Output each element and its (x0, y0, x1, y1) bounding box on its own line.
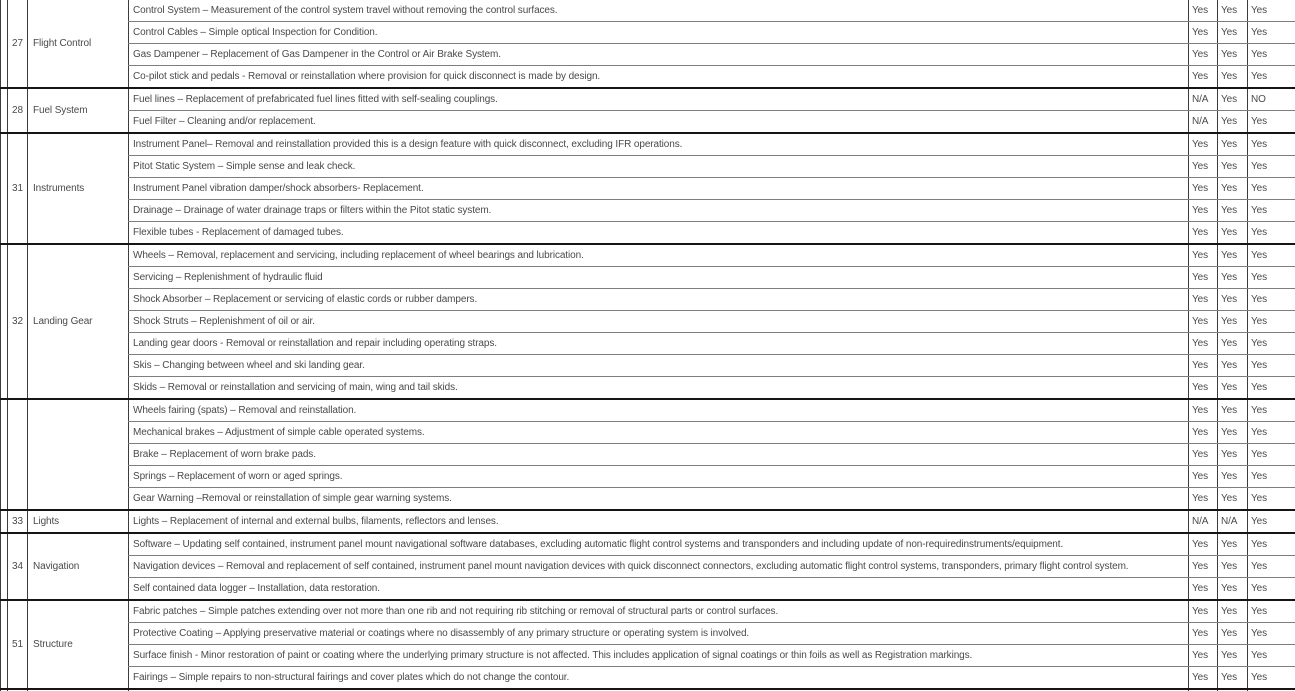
approval-cell-3: Yes (1248, 289, 1295, 311)
approval-cell-3: Yes (1248, 578, 1295, 601)
approval-cell-3: Yes (1248, 623, 1295, 645)
row-spacer-cell (1, 399, 8, 510)
task-description-cell: Control Cables – Simple optical Inspection for Condition. (129, 22, 1189, 44)
task-description-cell: Fairings – Simple repairs to non-structural fairings and cover plates which do not change the contour. (129, 667, 1189, 690)
approval-cell-1: Yes (1189, 133, 1218, 156)
approval-cell-2: N/A (1218, 510, 1248, 533)
approval-cell-2: Yes (1218, 600, 1248, 623)
approval-cell-2: Yes (1218, 222, 1248, 245)
approval-cell-1: Yes (1189, 488, 1218, 511)
task-description-cell: Navigation devices – Removal and replacement of self contained, instrument panel mount navigation devices with quick disconnect connectors, excluding automatic flight control systems, transponders, primary flight control system. (129, 556, 1189, 578)
approval-cell-2: Yes (1218, 488, 1248, 511)
approval-cell-2: Yes (1218, 133, 1248, 156)
table-row (1, 355, 1295, 377)
table-row (1, 377, 1295, 400)
maintenance-table-body (1, 0, 1295, 691)
approval-cell-2: Yes (1218, 178, 1248, 200)
table-row (1, 133, 1295, 156)
approval-cell-1: Yes (1189, 399, 1218, 422)
approval-cell-3: Yes (1248, 510, 1295, 533)
approval-cell-2: Yes (1218, 422, 1248, 444)
table-row (1, 311, 1295, 333)
table-row (1, 333, 1295, 355)
task-description-cell: Instrument Panel vibration damper/shock absorbers- Replacement. (129, 178, 1189, 200)
approval-cell-2: Yes (1218, 22, 1248, 44)
approval-cell-2: Yes (1218, 244, 1248, 267)
task-description-cell: Mechanical brakes – Adjustment of simple cable operated systems. (129, 422, 1189, 444)
table-row (1, 533, 1295, 556)
task-description-cell: Pitot Static System – Simple sense and leak check. (129, 156, 1189, 178)
approval-cell-1: Yes (1189, 444, 1218, 466)
approval-cell-2: Yes (1218, 377, 1248, 400)
chapter-number-cell: 27 (8, 0, 28, 88)
row-spacer-cell (1, 0, 8, 88)
approval-cell-1: Yes (1189, 311, 1218, 333)
row-spacer-cell (1, 533, 8, 600)
approval-cell-3: Yes (1248, 466, 1295, 488)
approval-cell-1: Yes (1189, 422, 1218, 444)
approval-cell-3: Yes (1248, 0, 1295, 22)
approval-cell-2: Yes (1218, 111, 1248, 134)
approval-cell-2: Yes (1218, 0, 1248, 22)
approval-cell-1: Yes (1189, 289, 1218, 311)
row-spacer-cell (1, 510, 8, 533)
approval-cell-2: Yes (1218, 466, 1248, 488)
approval-cell-3: Yes (1248, 444, 1295, 466)
table-row (1, 399, 1295, 422)
task-description-cell: Drainage – Drainage of water drainage traps or filters within the Pitot static system. (129, 200, 1189, 222)
table-row (1, 466, 1295, 488)
approval-cell-3: Yes (1248, 66, 1295, 89)
approval-cell-3: Yes (1248, 22, 1295, 44)
approval-cell-1: Yes (1189, 178, 1218, 200)
task-description-cell: Control System – Measurement of the control system travel without removing the control surfaces. (129, 0, 1189, 22)
table-row (1, 0, 1295, 22)
approval-cell-3: Yes (1248, 600, 1295, 623)
approval-cell-2: Yes (1218, 444, 1248, 466)
approval-cell-3: Yes (1248, 422, 1295, 444)
task-description-cell: Flexible tubes - Replacement of damaged tubes. (129, 222, 1189, 245)
task-description-cell: Servicing – Replenishment of hydraulic fluid (129, 267, 1189, 289)
row-spacer-cell (1, 600, 8, 689)
table-row (1, 645, 1295, 667)
approval-cell-2: Yes (1218, 645, 1248, 667)
approval-cell-3: Yes (1248, 200, 1295, 222)
approval-cell-3: Yes (1248, 399, 1295, 422)
approval-cell-1: Yes (1189, 556, 1218, 578)
table-row (1, 156, 1295, 178)
approval-cell-1: Yes (1189, 645, 1218, 667)
table-row (1, 222, 1295, 245)
approval-cell-1: Yes (1189, 623, 1218, 645)
table-row (1, 667, 1295, 690)
approval-cell-3: Yes (1248, 488, 1295, 511)
row-spacer-cell (1, 133, 8, 244)
approval-cell-3: Yes (1248, 667, 1295, 690)
approval-cell-1: Yes (1189, 578, 1218, 601)
task-description-cell: Protective Coating – Applying preservative material or coatings where no disassembly of any primary structure or operating system is involved. (129, 623, 1189, 645)
approval-cell-2: Yes (1218, 333, 1248, 355)
approval-cell-1: N/A (1189, 111, 1218, 134)
task-description-cell: Surface finish - Minor restoration of paint or coating where the underlying primary structure is not affected. This includes application of signal coatings or thin foils as well as Registration markings. (129, 645, 1189, 667)
task-description-cell: Gear Warning –Removal or reinstallation of simple gear warning systems. (129, 488, 1189, 511)
approval-cell-1: Yes (1189, 667, 1218, 690)
category-cell: Flight Control (28, 0, 129, 88)
task-description-cell: Fabric patches – Simple patches extending over not more than one rib and not requiring rib stitching or removal of structural parts or control surfaces. (129, 600, 1189, 623)
approval-cell-3: Yes (1248, 178, 1295, 200)
approval-cell-3: Yes (1248, 556, 1295, 578)
table-row (1, 111, 1295, 134)
table-row (1, 267, 1295, 289)
approval-cell-1: N/A (1189, 88, 1218, 111)
task-description-cell: Skids – Removal or reinstallation and servicing of main, wing and tail skids. (129, 377, 1189, 400)
table-row (1, 66, 1295, 89)
table-row (1, 600, 1295, 623)
table-row (1, 556, 1295, 578)
approval-cell-1: Yes (1189, 222, 1218, 245)
approval-cell-3: Yes (1248, 377, 1295, 400)
approval-cell-2: Yes (1218, 667, 1248, 690)
approval-cell-2: Yes (1218, 156, 1248, 178)
approval-cell-1: Yes (1189, 600, 1218, 623)
task-description-cell: Shock Absorber – Replacement or servicing of elastic cords or rubber dampers. (129, 289, 1189, 311)
task-description-cell: Instrument Panel– Removal and reinstallation provided this is a design feature with quick disconnect, excluding IFR operations. (129, 133, 1189, 156)
approval-cell-3: Yes (1248, 44, 1295, 66)
approval-cell-2: Yes (1218, 399, 1248, 422)
approval-cell-2: Yes (1218, 355, 1248, 377)
approval-cell-3: Yes (1248, 311, 1295, 333)
approval-cell-1: Yes (1189, 377, 1218, 400)
approval-cell-2: Yes (1218, 44, 1248, 66)
table-row (1, 200, 1295, 222)
approval-cell-2: Yes (1218, 267, 1248, 289)
task-description-cell: Landing gear doors - Removal or reinstallation and repair including operating straps. (129, 333, 1189, 355)
chapter-number-cell: 31 (8, 133, 28, 244)
approval-cell-1: Yes (1189, 355, 1218, 377)
category-cell: Fuel System (28, 88, 129, 133)
table-row (1, 244, 1295, 267)
approval-cell-2: Yes (1218, 556, 1248, 578)
approval-cell-3: Yes (1248, 222, 1295, 245)
chapter-number-cell: 33 (8, 510, 28, 533)
table-row (1, 422, 1295, 444)
approval-cell-3: NO (1248, 88, 1295, 111)
task-description-cell: Fuel Filter – Cleaning and/or replacement. (129, 111, 1189, 134)
approval-cell-2: Yes (1218, 88, 1248, 111)
row-spacer-cell (1, 88, 8, 133)
approval-cell-1: Yes (1189, 533, 1218, 556)
category-cell: Instruments (28, 133, 129, 244)
task-description-cell: Brake – Replacement of worn brake pads. (129, 444, 1189, 466)
approval-cell-3: Yes (1248, 156, 1295, 178)
approval-cell-1: Yes (1189, 267, 1218, 289)
task-description-cell: Self contained data logger – Installation, data restoration. (129, 578, 1189, 601)
task-description-cell: Wheels fairing (spats) – Removal and reinstallation. (129, 399, 1189, 422)
approval-cell-1: Yes (1189, 66, 1218, 89)
chapter-number-cell: 51 (8, 600, 28, 689)
approval-cell-1: Yes (1189, 22, 1218, 44)
approval-cell-1: Yes (1189, 44, 1218, 66)
approval-cell-3: Yes (1248, 133, 1295, 156)
category-cell (28, 399, 129, 510)
task-description-cell: Fuel lines – Replacement of prefabricated fuel lines fitted with self-sealing couplings. (129, 88, 1189, 111)
table-row (1, 289, 1295, 311)
table-row (1, 578, 1295, 601)
approval-cell-3: Yes (1248, 111, 1295, 134)
task-description-cell: Shock Struts – Replenishment of oil or air. (129, 311, 1189, 333)
table-row (1, 444, 1295, 466)
table-row (1, 623, 1295, 645)
approval-cell-2: Yes (1218, 66, 1248, 89)
table-row (1, 488, 1295, 511)
approval-cell-1: Yes (1189, 156, 1218, 178)
approval-cell-3: Yes (1248, 355, 1295, 377)
approval-cell-1: Yes (1189, 244, 1218, 267)
approval-cell-2: Yes (1218, 311, 1248, 333)
approval-cell-1: Yes (1189, 200, 1218, 222)
task-description-cell: Co-pilot stick and pedals - Removal or reinstallation where provision for quick disconnect is made by design. (129, 66, 1189, 89)
approval-cell-2: Yes (1218, 623, 1248, 645)
table-row (1, 22, 1295, 44)
chapter-number-cell: 28 (8, 88, 28, 133)
approval-cell-1: N/A (1189, 510, 1218, 533)
approval-cell-2: Yes (1218, 533, 1248, 556)
task-description-cell: Lights – Replacement of internal and external bulbs, filaments, reflectors and lenses. (129, 510, 1189, 533)
approval-cell-2: Yes (1218, 289, 1248, 311)
task-description-cell: Gas Dampener – Replacement of Gas Dampener in the Control or Air Brake System. (129, 44, 1189, 66)
approval-cell-3: Yes (1248, 333, 1295, 355)
category-cell: Structure (28, 600, 129, 689)
approval-cell-3: Yes (1248, 244, 1295, 267)
approval-cell-2: Yes (1218, 200, 1248, 222)
task-description-cell: Software – Updating self contained, instrument panel mount navigational software databases, excluding automatic flight control systems and transponders and including update of non-requiredinstruments/equipment. (129, 533, 1189, 556)
chapter-number-cell (8, 399, 28, 510)
task-description-cell: Springs – Replacement of worn or aged springs. (129, 466, 1189, 488)
approval-cell-1: Yes (1189, 466, 1218, 488)
category-cell: Lights (28, 510, 129, 533)
table-row (1, 44, 1295, 66)
table-row (1, 178, 1295, 200)
chapter-number-cell: 32 (8, 244, 28, 399)
approval-cell-3: Yes (1248, 533, 1295, 556)
approval-cell-1: Yes (1189, 0, 1218, 22)
table-row (1, 88, 1295, 111)
approval-cell-3: Yes (1248, 645, 1295, 667)
task-description-cell: Wheels – Removal, replacement and servicing, including replacement of wheel bearings and lubrication. (129, 244, 1189, 267)
category-cell: Navigation (28, 533, 129, 600)
table-row (1, 510, 1295, 533)
category-cell: Landing Gear (28, 244, 129, 399)
approval-cell-1: Yes (1189, 333, 1218, 355)
task-description-cell: Skis – Changing between wheel and ski landing gear. (129, 355, 1189, 377)
chapter-number-cell: 34 (8, 533, 28, 600)
approval-cell-3: Yes (1248, 267, 1295, 289)
row-spacer-cell (1, 244, 8, 399)
approval-cell-2: Yes (1218, 578, 1248, 601)
